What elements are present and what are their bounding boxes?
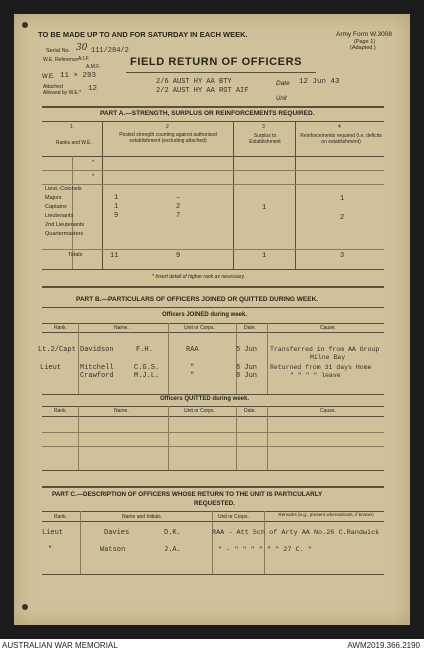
posted-value: 7 [176,212,181,220]
form-adapted: (Adapted.) [350,45,376,51]
part-c-top-rule [42,486,384,488]
joined-rank: Lieut [40,364,62,372]
quitted-col [168,406,169,470]
part-a-col-1 [102,121,103,269]
rank-label: Captains [45,204,67,210]
part-a-top-rule [42,106,384,108]
c-col-remarks: Remarks (e.g., present whereabouts, if known) [278,512,374,517]
col-number-4: 4 [338,124,341,130]
document-page [14,14,410,625]
col-unit: Unit or Corps. [184,325,215,331]
col-rank: Rank. [54,325,68,331]
quitted-col [236,406,237,470]
joined-rank: Lt.2/Capt [38,346,76,354]
joined-col [168,323,169,394]
rank-label: Lieutenants [45,213,74,219]
part-a-header-bottom [42,156,384,157]
c-name: Davies [104,529,130,537]
part-c-header-bottom [42,521,384,522]
serial-value: 30 [76,43,88,53]
form-title: FIELD RETURN OF OFFICERS [130,56,303,68]
star-row-2: * [92,174,95,180]
c-initials: J.A. [164,546,181,554]
footer-right: AWM2019.366.2190 [347,641,420,650]
part-a-col-2 [233,121,234,269]
joined-header-top [42,323,384,324]
we-value: 1 [114,203,119,211]
col-cause: Cause. [320,408,336,414]
col-number-2: 2 [166,124,169,130]
quitted-col [267,406,268,470]
form-page: (Page 1) [354,39,376,45]
allowed-value: 12 [88,85,98,93]
joined-cause: Milne Bay [310,354,346,361]
joined-col [236,323,237,394]
total-we: 11 [110,252,119,260]
part-c-col [212,511,213,574]
col-number-3: 3 [262,124,265,130]
unit-line-1: 2/6 AUST HY AA BTY [156,78,232,86]
total-surplus: 1 [262,252,267,260]
joined-name: Mitchell [80,364,114,372]
c-entry: RAA - Att Sch of Arty AA No.26 C.Randwick [212,529,380,537]
col2-header: Posted strength counting against authorised establishment (excluding attached) [119,132,217,144]
col4-header: Reinforcements required (i.e. deficits on establishment) [300,133,382,145]
col-date: Date. [244,325,256,331]
date-value: 12 Jun 43 [299,78,340,86]
part-c-title-1: PART C.—DESCRIPTION OF OFFICERS WHOSE RETURN TO THE UNIT IS PARTICULARLY [52,491,323,498]
amf-label: A.M.F. [86,64,101,70]
star-row-1: * [92,160,95,166]
form-number: Army Form W.3008 [336,31,392,38]
col1-header: Ranks and W.E. [56,140,92,146]
we-reference-label: W.E. Reference [43,57,79,63]
joined-unit: " [190,372,195,380]
total-posted: 9 [176,252,181,260]
part-c-bottom [42,574,384,575]
quitted-col [78,406,79,470]
allowed-label: Allowed by W.E.* [43,90,82,96]
punch-hole [22,22,28,28]
col-cause: Cause. [320,325,336,331]
title-underline [126,72,316,73]
joined-date: 8 Jun [236,364,258,372]
part-a-rule-2 [42,184,384,185]
totals-label: Totals [68,252,83,258]
joined-name: Crawford [80,372,114,380]
serial-label: Serial No. [46,48,71,54]
posted-value: 2 [176,203,181,211]
joined-bottom [42,394,384,395]
date-label: Date [276,80,290,87]
c-col-unit: Unit or Corps. [218,514,249,520]
we-values: 11 × 293 [60,72,97,80]
rank-label: 2nd Lieutenants [45,222,85,228]
joined-date: 8 Jun [236,372,258,380]
reinf-value: 1 [340,195,345,203]
joined-initials: C.G.S. [134,364,160,372]
part-c-col [80,511,81,574]
joined-unit: " [190,364,195,372]
part-a-footnote: * Insert detail of higher rank as necessary. [152,274,246,280]
joined-col [267,323,268,394]
surplus-value: 1 [262,204,267,212]
joined-cause: " " " " leave [290,372,341,379]
joined-title: Officers JOINED during week. [162,312,248,318]
part-a-totals-rule [42,249,384,250]
part-b-top-rule [42,286,384,288]
we-label: W.E. [42,74,55,80]
serial-typed: 111/284/2 [91,47,129,55]
col-name: Name. [114,325,129,331]
quitted-title: Officers QUITTED during week. [160,396,250,402]
footer-left: AUSTRALIAN WAR MEMORIAL [2,641,118,650]
joined-name: Davidson [80,346,114,354]
posted-value: – [176,194,181,202]
part-b-title: PART B.—PARTICULARS OF OFFICERS JOINED OR QUITTED DURING WEEK. [76,296,319,303]
c-initials: D.K. [164,529,181,537]
we-value: 9 [114,212,119,220]
rank-label: Quartermasters [45,231,84,237]
part-a-header-top [42,121,384,122]
unit-label: Unit [276,96,287,102]
quitted-rule [42,446,384,447]
c-rank: Lieut [42,529,64,537]
col-name: Name. [114,408,129,414]
col-unit: Unit or Corps. [184,408,215,414]
rank-label: Lieut.-Colonels [45,186,82,192]
col-number-1: 1 [70,124,73,130]
c-entry: " - " " " " " " 27 C. " [218,546,312,554]
quitted-header-bottom [42,416,384,417]
attached-label: Attached [43,84,63,90]
aif-label: A.I.F. [78,56,90,62]
quitted-rule [42,432,384,433]
part-c-title-2: REQUESTED. [194,500,235,507]
part-a-rule-1 [42,170,384,171]
quitted-bottom [42,470,384,471]
joined-header-bottom [42,332,384,333]
col3-header: Surplus to Establishment [249,133,281,145]
top-instruction: TO BE MADE UP TO AND FOR SATURDAY IN EACH WEEK. [38,30,248,39]
part-c-col [264,511,265,574]
part-a-bottom [42,269,384,270]
joined-cause: Returned from 31 days Home [270,364,372,371]
reinf-value: 2 [340,214,345,222]
we-value: 1 [114,194,119,202]
part-a-col-3 [295,121,296,269]
joined-cause: Transferred in from AA Group [270,346,380,353]
c-name: Watson [100,546,126,554]
rank-label: Majors [45,195,62,201]
c-rank: " [48,546,53,554]
quitted-header-top [42,406,384,407]
unit-line-2: 2/2 AUST HY AA RGT AIF [156,87,249,95]
joined-date: 5 Jun [236,346,258,354]
punch-hole [22,604,28,610]
joined-unit: RAA [186,346,199,354]
c-col-name: Name and Initials. [122,514,163,520]
joined-col [78,323,79,394]
col-rank: Rank. [54,408,68,414]
joined-initials: M.J.L. [134,372,160,380]
part-b-rule [42,307,384,308]
col-date: Date. [244,408,256,414]
c-col-rank: Rank. [54,514,68,520]
total-reinf: 3 [340,252,345,260]
part-a-title: PART A.—STRENGTH, SURPLUS OR REINFORCEMENTS REQUIRED. [100,110,315,117]
joined-initials: F.H. [136,346,153,354]
